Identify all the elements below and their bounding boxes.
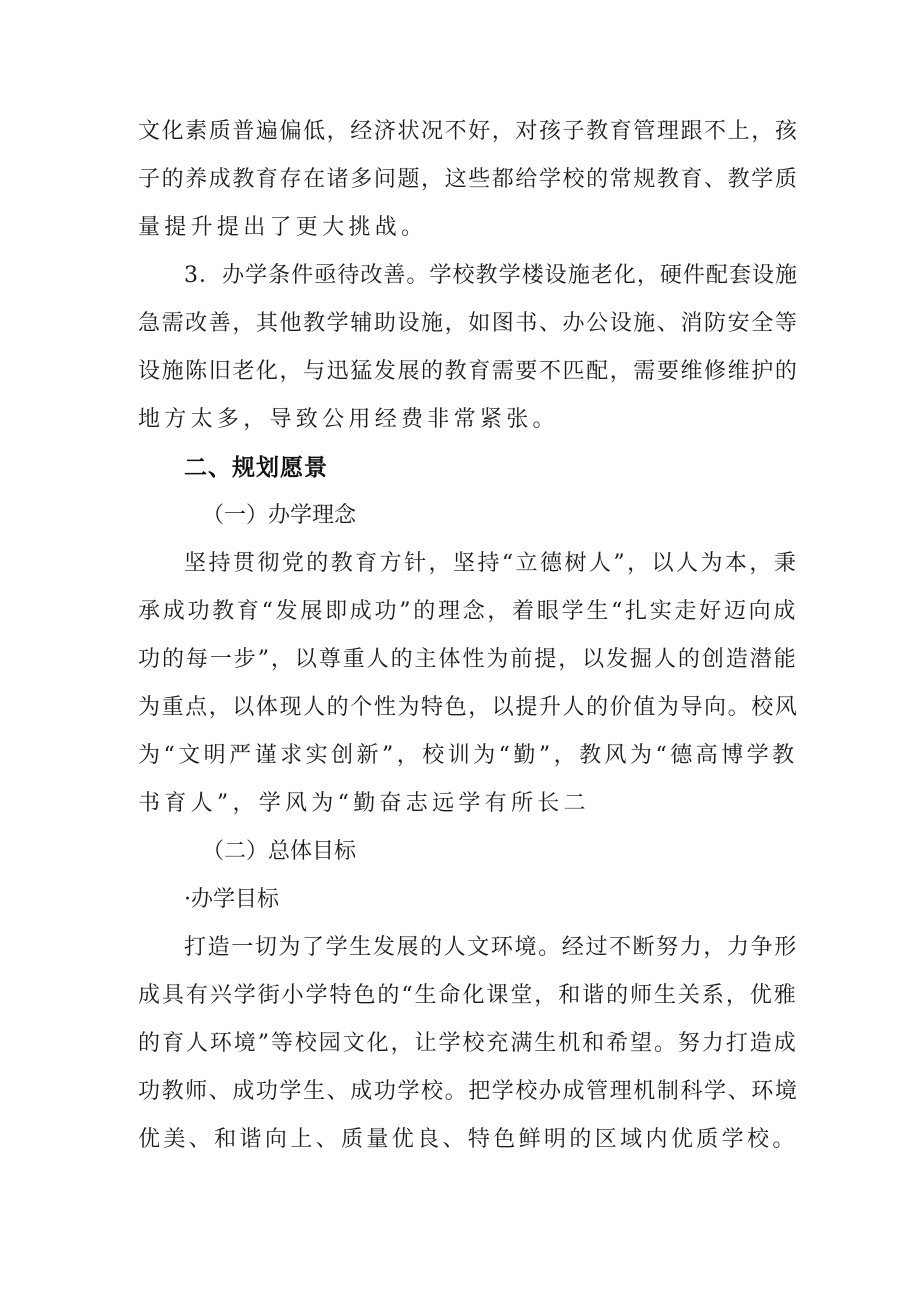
paragraph-line: 书育人”，学风为“勤奋志远学有所长二 — [138, 791, 590, 816]
paragraph-line: 的育人环境”等校园文化，让学校充满生机和希望。努力打造成 — [138, 1031, 798, 1056]
bullet-item: ·办学目标 — [184, 887, 279, 912]
paragraph-line: 量提升提出了更大挑战。 — [138, 215, 428, 240]
section-heading: 二、规划愿景 — [184, 455, 328, 481]
paragraph-line: 设施陈旧老化，与迅猛发展的教育需要不匹配，需要维修维护的 — [138, 359, 799, 384]
paragraph-line: 坚持贯彻党的教育方针，坚持“立德树人”，以人为本，秉 — [184, 551, 799, 576]
paragraph-line: 为重点，以体现人的个性为特色，以提升人的价值为导向。校风 — [138, 695, 799, 720]
subsection-heading: （二）总体目标 — [202, 839, 357, 864]
paragraph-line: 功教师、成功学生、成功学校。把学校办成管理机制科学、环境 — [138, 1079, 799, 1104]
numbered-item-3: 3．办学条件亟待改善。学校教学楼设施老化，硬件配套设施 — [184, 263, 799, 288]
paragraph-line: 急需改善，其他教学辅助设施，如图书、办公设施、消防安全等 — [138, 311, 799, 336]
subsection-heading: （一）办学理念 — [202, 503, 357, 528]
paragraph-line: 为“文明严谨求实创新”，校训为“勤”，教风为“德高博学教 — [138, 743, 798, 768]
paragraph-line: 打造一切为了学生发展的人文环境。经过不断努力，力争形 — [184, 935, 798, 960]
paragraph-line: 承成功教育“发展即成功”的理念，着眼学生“扎实走好迈向成 — [138, 599, 799, 624]
paragraph-line: 功的每一步”，以尊重人的主体性为前提，以发掘人的创造潜能 — [138, 647, 798, 672]
paragraph-line: 子的养成教育存在诸多问题，这些都给学校的常规教育、教学质 — [138, 167, 799, 192]
paragraph-line: 优美、和谐向上、质量优良、特色鲜明的区域内优质学校。 — [138, 1127, 798, 1152]
paragraph-line: 文化素质普遍偏低，经济状况不好，对孩子教育管理跟不上，孩 — [138, 119, 799, 144]
paragraph-line: 成具有兴学街小学特色的“生命化课堂，和谐的师生关系，优雅 — [138, 983, 798, 1008]
paragraph-line: 地方太多，导致公用经费非常紧张。 — [138, 407, 559, 432]
